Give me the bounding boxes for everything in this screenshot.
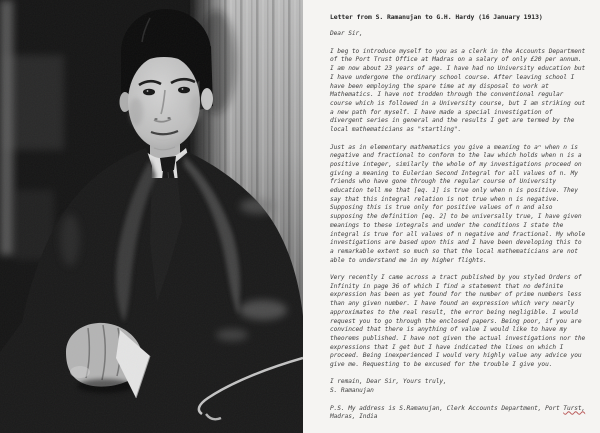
closing-signature: S. Ramanujan (330, 387, 374, 395)
letter-paragraph-1: I beg to introduce myself to you as a clerk in the Accounts Department of the Port Trust Office at Madras on a salary of only £20 per annum. I am now about 23 years of age. I have had no University education but I have undergone the ordinary school course. After leaving school I have been employing the spare time at my disposal to work at Mathematics. I have not trodden through the conventional regular course which is followed in a University course, but I am striking out a new path for myself. I have made a special investigation of divergent series in general and the results I get are termed by the local mathematicians as "startling". (330, 47, 586, 134)
postscript-suffix: Madras, India (330, 413, 378, 421)
misspelled-word: Turst, (563, 404, 586, 412)
postscript (330, 405, 588, 422)
letter-closing (330, 378, 588, 395)
closing-line-1: I remain, Dear Sir, Yours truly, (330, 378, 447, 386)
letter-paragraph-3: Very recently I came across a tract published by you styled Orders of Infinity in page 36 of which I find a statement that no definite expression has been as yet found for the number of prime numbers less than any given number. I have found an expression which very nearly approximates to the real result, the error being negligible. I would request you to go through the enclosed papers. Being poor, if you are convinced that there is anything of value I would like to have my theorems published. I have not given the actual investigations nor the expressions that I get but I have indicated the lines on which I proceed. Being inexperienced I would very highly value any advice you give me. Requesting to be excused for the trouble I give you. (330, 274, 586, 369)
letter-pane (303, 0, 600, 433)
letter-paragraph-2: Just as in elementary mathematics you give a meaning to aⁿ when n is negative and fractional to conform to the law which holds when n is a positive integer, similarly the whole of my investigations proceed on giving a meaning to Eulerian Second Integral for all values of n. My friends who have gone through the regular course of University education tell me that [eq. 1] is true only when n is positive. They say that this integral relation is not true when n is negative. Supposing this is true only for positive values of n and also supposing the definition [eq. 2] to be universally true, I have given meanings to these integrals and under the conditions I state the integral is true for all values of n negative and fractional. My whole investigations are based upon this and I have been developing this to a remarkable extent so much so that the local mathematicians are not able to understand me in my higher flights. (330, 143, 586, 264)
salutation: Dear Sir, (330, 30, 363, 38)
postscript-text: P.S. My address is S.Ramanujan, Clerk Accounts Department, Port (330, 404, 564, 412)
letter-title: Letter from S. Ramanujan to G.H. Hardy (16 January 1913) (330, 13, 543, 21)
